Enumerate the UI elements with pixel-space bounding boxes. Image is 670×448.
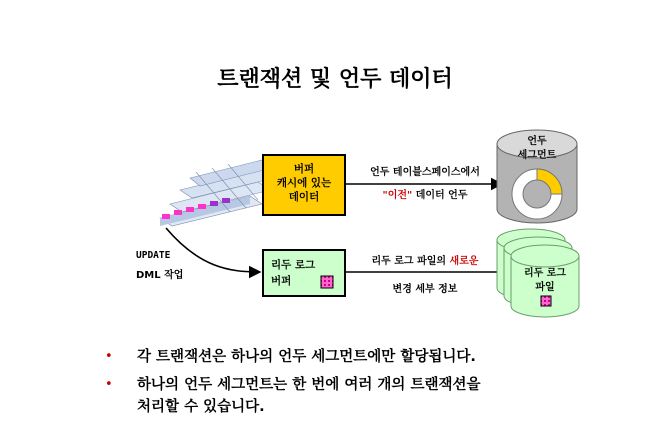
slide-title: 트랜잭션 및 언두 데이터 xyxy=(217,67,453,92)
redo-buffer-label-2: 버퍼 xyxy=(271,275,292,287)
redo-file-label-2: 파일 xyxy=(535,282,555,293)
bullet-item-1 xyxy=(105,346,625,368)
prev-keyword: "이전" xyxy=(382,190,413,201)
undo-segment-label-2: 세그먼트 xyxy=(517,150,557,161)
dml-to-redo-arrow xyxy=(166,228,260,272)
bottom-arrow-prefix: 리두 로그 파일의 xyxy=(371,256,450,267)
bottom-arrow-caption-1 xyxy=(371,254,478,267)
bullet-text-1: 각 트랜잭션은 하나의 언두 세그먼트에만 할당됩니다. xyxy=(137,349,476,365)
bullet-dot-icon: • xyxy=(105,349,113,364)
bullet-text-2-line-1: 하나의 언두 세그먼트는 한 번에 여러 개의 트랜잭션을 xyxy=(137,377,481,393)
redo-file-change-icon xyxy=(541,296,551,306)
new-keyword: 새로운 xyxy=(449,256,479,267)
bullet-list xyxy=(105,346,625,424)
redo-log-buffer-box xyxy=(263,250,345,296)
update-label: UPDATE xyxy=(136,250,171,261)
undo-segment-label-1: 언두 xyxy=(527,136,547,147)
bullet-dot-icon: • xyxy=(105,377,113,392)
bottom-arrow-caption-2: 변경 세부 정보 xyxy=(392,284,458,295)
dml-label: DML 작업 xyxy=(136,270,184,281)
buffer-cache-label-1: 버퍼 xyxy=(293,163,315,175)
top-arrow-caption-1: 언두 테이블스페이스에서 xyxy=(370,167,480,178)
redo-file-label-1: 리두 로그 xyxy=(523,268,567,279)
bullet-text-2-line-2: 처리할 수 있습니다. xyxy=(137,399,265,415)
top-arrow-caption-2 xyxy=(382,188,467,201)
buffer-cache-label-3: 데이터 xyxy=(288,191,320,203)
buffer-cache-label-2: 캐시에 있는 xyxy=(276,177,332,189)
table-grid-icon xyxy=(160,160,274,226)
bullet-text-2 xyxy=(137,374,481,418)
redo-change-icon xyxy=(321,276,333,288)
top-arrow-caption-2-rest: 데이터 언두 xyxy=(412,190,468,201)
bullet-item-2 xyxy=(105,374,625,418)
redo-buffer-label-1: 리두 로그 xyxy=(271,259,316,271)
